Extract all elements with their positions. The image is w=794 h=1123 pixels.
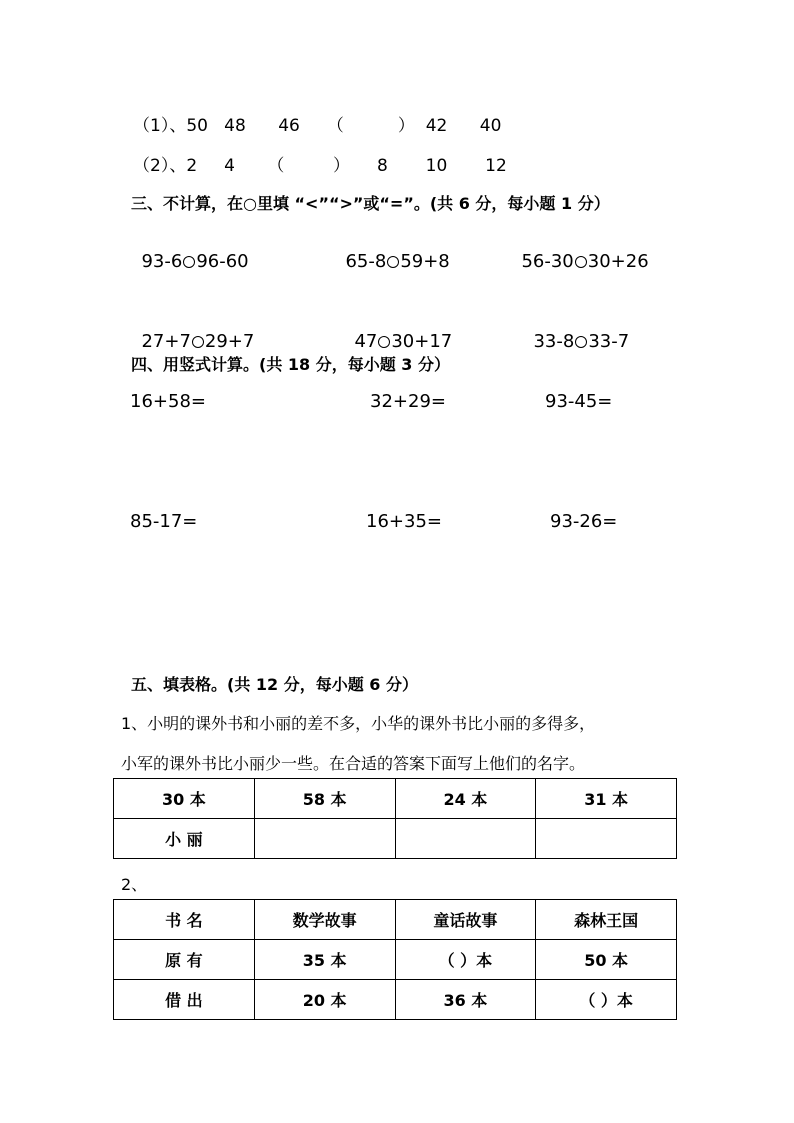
blank-circle-icon[interactable] bbox=[387, 256, 399, 268]
comparison-item bbox=[343, 310, 452, 352]
table-cell: 50 本 bbox=[536, 940, 677, 980]
table-book-counts bbox=[113, 778, 677, 859]
table-row bbox=[114, 900, 677, 940]
comparison-item bbox=[130, 310, 254, 352]
comparison-right: 30+17 bbox=[391, 331, 453, 352]
table-cell: 借 出 bbox=[114, 980, 255, 1020]
table-cell: 小 丽 bbox=[114, 819, 255, 859]
comparison-left: 65-8 bbox=[345, 251, 387, 272]
comparison-left: 56-30 bbox=[521, 251, 574, 272]
table-cell: 书 名 bbox=[114, 900, 255, 940]
answer-cell[interactable]: （ ）本 bbox=[395, 940, 536, 980]
comparison-right: 33-7 bbox=[588, 331, 630, 352]
blank-circle-icon[interactable] bbox=[575, 336, 587, 348]
table-cell: 数学故事 bbox=[254, 900, 395, 940]
answer-cell[interactable] bbox=[254, 819, 395, 859]
table-row bbox=[114, 980, 677, 1020]
table-cell: 30 本 bbox=[114, 779, 255, 819]
table-cell: 58 本 bbox=[254, 779, 395, 819]
sequence-2: （2）、2 4 （ ） 8 10 12 bbox=[133, 156, 507, 176]
table-row bbox=[114, 819, 677, 859]
table-cell: 36 本 bbox=[395, 980, 536, 1020]
calc-item: 93-26= bbox=[550, 511, 618, 532]
table-cell: 31 本 bbox=[536, 779, 677, 819]
calc-item: 85-17= bbox=[130, 511, 198, 532]
comparison-right: 96-60 bbox=[196, 251, 249, 272]
question-1-line-1: 1、小明的课外书和小丽的差不多，小华的课外书比小丽的多得多， bbox=[121, 714, 596, 733]
table-cell: 童话故事 bbox=[395, 900, 536, 940]
comparison-left: 47 bbox=[354, 331, 378, 352]
answer-cell[interactable] bbox=[395, 819, 536, 859]
comparison-left: 93-6 bbox=[141, 251, 183, 272]
comparison-right: 29+7 bbox=[204, 331, 255, 352]
table-cell: 原 有 bbox=[114, 940, 255, 980]
comparison-item bbox=[334, 230, 450, 272]
section-3-title: 三、不计算，在○里填 “<”“>”或“=”。(共 6 分，每小题 1 分） bbox=[131, 194, 610, 213]
section-5-title: 五、填表格。(共 12 分，每小题 6 分） bbox=[131, 675, 418, 694]
comparison-left: 33-8 bbox=[533, 331, 575, 352]
blank-circle-icon[interactable] bbox=[183, 256, 195, 268]
question-1-line-2: 小军的课外书比小丽少一些。在合适的答案下面写上他们的名字。 bbox=[121, 754, 586, 773]
question-2-label: 2、 bbox=[121, 875, 148, 894]
answer-cell[interactable] bbox=[536, 819, 677, 859]
table-cell: 24 本 bbox=[395, 779, 536, 819]
comparison-item bbox=[130, 230, 249, 272]
table-row bbox=[114, 940, 677, 980]
calc-item: 16+35= bbox=[366, 511, 442, 532]
comparison-right: 30+26 bbox=[587, 251, 649, 272]
calc-item: 16+58= bbox=[130, 391, 206, 412]
comparison-item bbox=[522, 310, 629, 352]
table-cell: 森林王国 bbox=[536, 900, 677, 940]
table-cell: 35 本 bbox=[254, 940, 395, 980]
table-cell: 20 本 bbox=[254, 980, 395, 1020]
calc-item: 93-45= bbox=[545, 391, 613, 412]
blank-circle-icon[interactable] bbox=[378, 336, 390, 348]
comparison-left: 27+7 bbox=[141, 331, 191, 352]
table-row bbox=[114, 779, 677, 819]
section-4-title: 四、用竖式计算。(共 18 分，每小题 3 分） bbox=[131, 355, 450, 374]
blank-circle-icon[interactable] bbox=[192, 336, 204, 348]
calc-item: 32+29= bbox=[370, 391, 446, 412]
comparison-item bbox=[510, 230, 649, 272]
table-books-borrowed bbox=[113, 899, 677, 1020]
blank-circle-icon[interactable] bbox=[575, 256, 587, 268]
answer-cell[interactable]: （ ）本 bbox=[536, 980, 677, 1020]
comparison-right: 59+8 bbox=[400, 251, 450, 272]
sequence-1: （1）、50 48 46 （ ） 42 40 bbox=[133, 116, 502, 136]
